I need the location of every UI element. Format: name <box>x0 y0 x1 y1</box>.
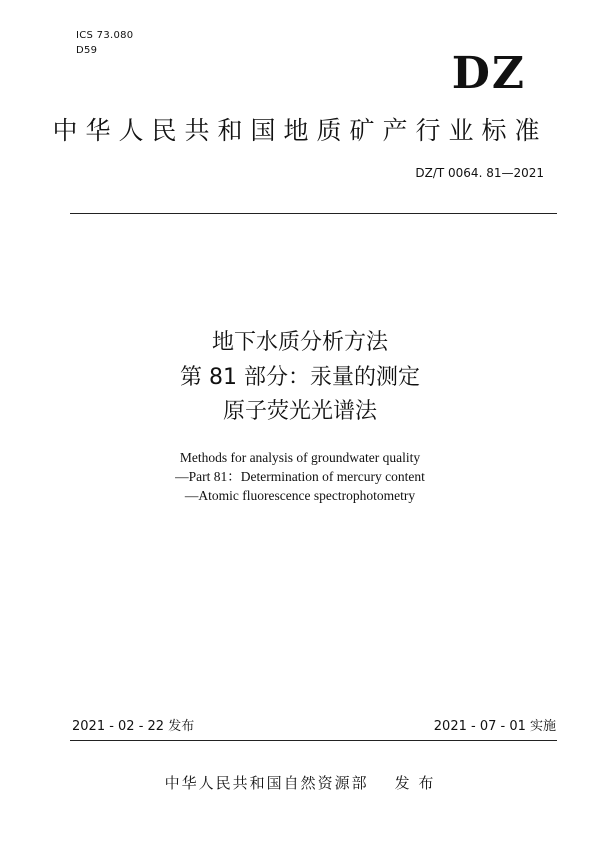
title-en-line3: —Atomic fluorescence spectrophotometry <box>184 488 416 503</box>
title-cn-line3: 原子荧光光谱法 <box>222 399 377 424</box>
standard-category-title: 中华人民共和国地质矿产行业标准 <box>52 116 548 145</box>
title-cn-line2: 第 81 部分：汞量的测定 <box>180 365 420 390</box>
footer-divider <box>70 740 557 741</box>
ccs-code: D59 <box>76 45 98 56</box>
publisher-name: 中华人民共和国自然资源部 <box>164 774 369 792</box>
ics-code: ICS 73.080 <box>76 30 134 41</box>
title-en-line1: Methods for analysis of groundwater quality <box>179 450 421 465</box>
implementation-date: 2021 - 07 - 01 实施 <box>433 719 556 734</box>
standard-number: DZ/T 0064. 81—2021 <box>415 166 544 180</box>
header-divider <box>70 213 557 214</box>
publisher-line <box>0 776 600 791</box>
title-cn-line1: 地下水质分析方法 <box>211 330 388 355</box>
issue-date: 2021 - 02 - 22 发布 <box>72 719 195 734</box>
title-en-line2: —Part 81：Determination of mercury content <box>175 469 425 484</box>
publisher-action: 发 布 <box>394 774 436 792</box>
dz-logo: DZ <box>451 48 526 99</box>
